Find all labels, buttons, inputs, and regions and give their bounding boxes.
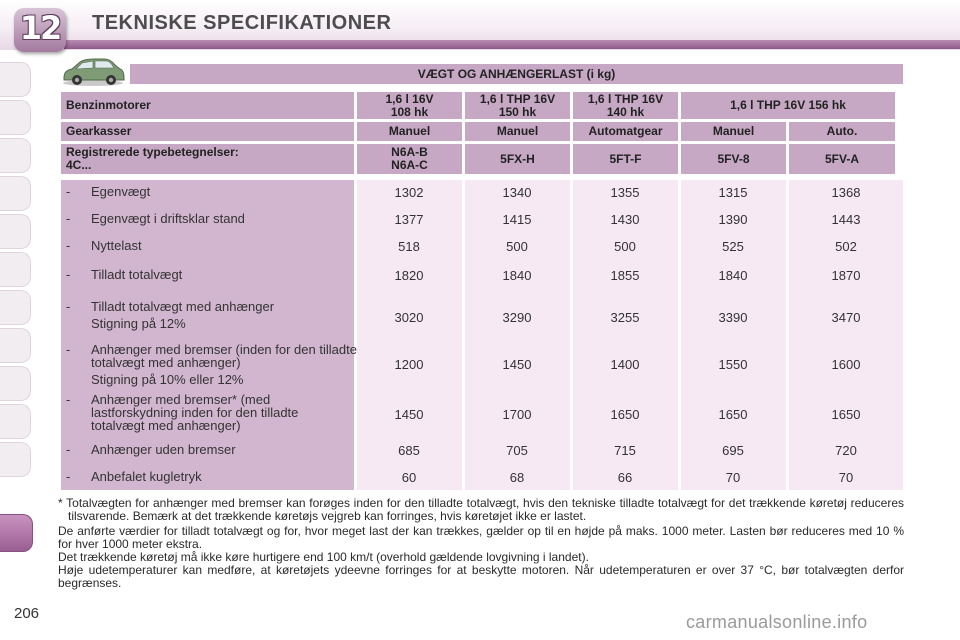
engine-power: 150 hk <box>498 104 537 119</box>
header-cell <box>357 92 462 119</box>
list-dash: - <box>66 238 71 253</box>
value-cell: 3390 <box>718 310 748 325</box>
chapter-tab[interactable] <box>0 328 31 363</box>
value-cell: 500 <box>506 239 528 254</box>
value-cell: 60 <box>401 470 417 485</box>
row-label-text: Tilladt totalvægt <box>91 267 183 282</box>
row-label-text: Anhænger med bremser* (med lastforskydning inden for den tilladte totalvægt med anhænger) <box>91 392 299 433</box>
header-cell: Manuel <box>357 122 462 141</box>
page-number: 206 <box>14 605 40 622</box>
section-title: VÆGT OG ANHÆNGERLAST (i kg) <box>130 64 903 84</box>
gearbox-cells <box>357 122 895 141</box>
list-dash: - <box>66 392 71 407</box>
header-cell: Manuel <box>681 122 786 141</box>
car-side-icon <box>60 55 126 87</box>
row-label <box>61 239 391 252</box>
row-label-text: Anbefalet kugletryk <box>91 469 202 484</box>
value-cell: 1340 <box>502 185 532 200</box>
type-cells <box>357 144 895 174</box>
chapter-tab[interactable] <box>0 100 31 135</box>
value-cell: 1368 <box>831 185 861 200</box>
value-cell: 1315 <box>718 185 748 200</box>
engine-power: 140 hk <box>606 104 645 119</box>
chapter-tab[interactable] <box>0 62 31 97</box>
row-label-text: Nyttelast <box>91 238 142 253</box>
footnote: * Totalvægten for anhænger med bremser kan forøges inden for den tilladte totalvægt, hvis den tekniske tilladte totalvægt for det trækkende køretøj reduceres tilsvarende. Bemærk at det trækkende køretøjs vejgreb kan forringes, hvis køretøjet ikke er lastet. <box>58 496 904 523</box>
engine-name: 1,6 l THP 16V 156 hk <box>730 98 846 112</box>
value-cell: 1650 <box>610 407 640 422</box>
header-cell <box>681 92 895 119</box>
note-paragraph: Det trækkende køretøj må ikke køre hurtigere end 100 km/t (overhold gældende lovgivning i landet). <box>58 550 589 564</box>
value-cell: 695 <box>722 443 744 458</box>
header-cell: Automatgear <box>573 122 678 141</box>
header-cell <box>573 92 678 119</box>
value-cell: 1650 <box>831 407 861 422</box>
row-label-text: Egenvægt i driftsklar stand <box>91 211 245 226</box>
engine-name: 1,6 l THP 16V <box>479 91 556 106</box>
value-cell: 1200 <box>394 357 424 372</box>
page-title: TEKNISKE SPECIFIKATIONER <box>92 12 392 34</box>
list-dash: - <box>66 469 71 484</box>
row-label-text: Anhænger med bremser (inden for den tilladte totalvægt med anhænger) <box>91 342 357 370</box>
row-label-text: Tilladt totalvægt med anhænger <box>91 299 275 314</box>
value-cell: 70 <box>725 470 741 485</box>
row-label <box>61 212 391 225</box>
value-cell: 3020 <box>394 310 424 325</box>
value-cell: 1870 <box>831 268 861 283</box>
header-cell: Auto. <box>789 122 895 141</box>
list-dash: - <box>66 184 71 199</box>
list-dash: - <box>66 211 71 226</box>
value-cell: 525 <box>722 239 744 254</box>
row-label <box>61 300 391 330</box>
list-dash: - <box>66 299 71 314</box>
engine-name: 1,6 l 16V <box>385 91 434 106</box>
notes <box>58 497 904 590</box>
row-label <box>61 343 381 386</box>
gearbox-row <box>61 122 895 141</box>
value-cell: 518 <box>398 239 420 254</box>
value-cell: 1443 <box>831 212 861 227</box>
chapter-tab[interactable] <box>0 366 31 401</box>
value-cell: 1855 <box>610 268 640 283</box>
engine-power: 108 hk <box>390 104 429 119</box>
list-dash: - <box>66 342 71 357</box>
chapter-tab[interactable] <box>0 290 31 325</box>
chapter-tab[interactable] <box>0 404 31 439</box>
chapter-tab[interactable] <box>0 252 31 287</box>
value-cell: 1450 <box>502 357 532 372</box>
value-cell: 1415 <box>502 212 532 227</box>
note-paragraph: De anførte værdier for tilladt totalvægt og for, hvor meget last der kan trækkes, gælder op til en højde på maks. 1000 meter. Lasten bør reduceres med 10 % for hver 1000 meter ekstra. <box>58 524 904 551</box>
value-cell: 3470 <box>831 310 861 325</box>
row-label <box>61 144 354 174</box>
note-paragraph: Høje udetemperaturer kan medføre, at køretøjets ydeevne forringes for at beskytte motoren. Når udetemperaturen er over 37 °C, bør totalvægten derfor begrænses. <box>58 563 904 590</box>
row-label-line: Registrerede typebetegnelser: <box>66 145 239 159</box>
value-cell: 720 <box>835 443 857 458</box>
chapter-tab[interactable] <box>0 176 31 211</box>
watermark: carmanualsonline.info <box>686 612 868 632</box>
value-cell: 500 <box>614 239 636 254</box>
value-cell: 3255 <box>610 310 640 325</box>
header-cell <box>357 144 462 174</box>
chapter-tab-active[interactable] <box>0 514 33 552</box>
value-cell: 715 <box>614 443 636 458</box>
row-label-line: 4C... <box>66 158 92 172</box>
value-cell: 3290 <box>502 310 532 325</box>
header-cell: 5FT-F <box>573 144 678 174</box>
value-cell: 502 <box>835 239 857 254</box>
header-cell <box>465 92 570 119</box>
value-cell: 68 <box>509 470 525 485</box>
row-label <box>61 470 391 483</box>
value-cell: 1820 <box>394 268 424 283</box>
row-sublabel: Stigning på 12% <box>91 316 186 331</box>
row-label: Gearkasser <box>61 122 354 141</box>
header-cell: 5FV-8 <box>681 144 786 174</box>
value-cell: 1700 <box>502 407 532 422</box>
chapter-tab[interactable] <box>0 214 31 249</box>
list-dash: - <box>66 442 71 457</box>
row-label <box>61 443 391 456</box>
header-cell: Manuel <box>465 122 570 141</box>
value-cell: 1390 <box>718 212 748 227</box>
row-sublabel: Stigning på 10% eller 12% <box>91 372 244 387</box>
value-cell: 66 <box>617 470 633 485</box>
engine-row <box>61 92 895 119</box>
value-cell: 1400 <box>610 357 640 372</box>
value-cell: 70 <box>838 470 854 485</box>
type-code: N6A-B <box>391 145 428 159</box>
value-cell: 1450 <box>394 407 424 422</box>
value-cell: 1377 <box>394 212 424 227</box>
value-cell: 1600 <box>831 357 861 372</box>
chapter-tab[interactable] <box>0 442 31 477</box>
row-label <box>61 268 391 281</box>
value-cell: 1650 <box>718 407 748 422</box>
weight-table <box>58 89 898 177</box>
row-label <box>61 393 353 432</box>
engine-name: 1,6 l THP 16V <box>587 91 664 106</box>
header-cell: 5FV-A <box>789 144 895 174</box>
header-rule <box>64 40 960 49</box>
row-label: Benzinmotorer <box>61 92 354 119</box>
row-label <box>61 185 391 198</box>
type-code: N6A-C <box>391 158 428 172</box>
row-label-text: Anhænger uden bremser <box>91 442 236 457</box>
value-cell: 1355 <box>610 185 640 200</box>
list-dash: - <box>66 267 71 282</box>
value-cell: 1302 <box>394 185 424 200</box>
header-cell: 5FX-H <box>465 144 570 174</box>
value-cell: 1840 <box>502 268 532 283</box>
value-cell: 685 <box>398 443 420 458</box>
value-cell: 1430 <box>610 212 640 227</box>
chapter-tabs <box>0 62 34 622</box>
value-cell: 705 <box>506 443 528 458</box>
value-cell: 1550 <box>718 357 748 372</box>
type-row <box>61 144 895 174</box>
value-cell: 1840 <box>718 268 748 283</box>
chapter-tab[interactable] <box>0 138 31 173</box>
row-label-text: Egenvægt <box>91 184 151 199</box>
chapter-number: 12 <box>19 9 61 47</box>
